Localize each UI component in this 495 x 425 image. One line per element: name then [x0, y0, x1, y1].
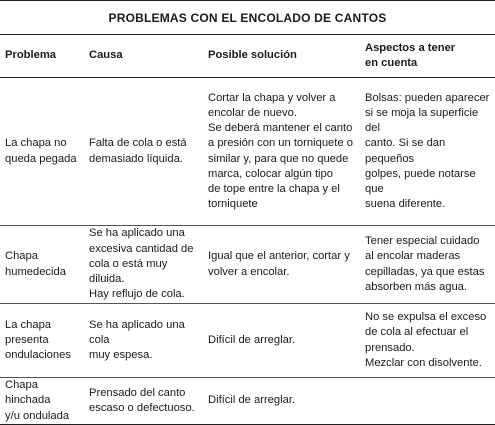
- cell-problema: Chapa humedecida: [0, 226, 84, 304]
- header-aspectos: Aspectos a tener en cuenta: [360, 35, 495, 78]
- cell-aspectos: Tener especial cuidado al encolar maderas cepilladas, ya que estas absorben más agua.: [360, 226, 495, 304]
- problems-table: [0, 34, 495, 425]
- cell-aspectos: Bolsas: pueden aparecer si se moja la superficie del canto. Si se dan pequeños golpes, puede notarse que suena diferente.: [360, 78, 495, 226]
- table-row: [0, 78, 495, 226]
- cell-solucion: Cortar la chapa y volver a encolar de nuevo. Se deberá mantener el canto a presión con un torniquete o similar y, para que no quede marca, colocar algún tipo de tope entre la chapa y el torniquete: [203, 78, 360, 226]
- table-row: [0, 226, 495, 304]
- cell-causa: Prensado del canto escaso o defectuoso.: [84, 378, 203, 425]
- header-row: [0, 35, 495, 78]
- cell-problema: La chapa presenta ondulaciones: [0, 304, 84, 378]
- cell-causa: Falta de cola o está demasiado líquida.: [84, 78, 203, 226]
- cell-problema: La chapa no queda pegada: [0, 78, 84, 226]
- cell-aspectos: [360, 378, 495, 425]
- cell-solucion: Igual que el anterior, cortar y volver a encolar.: [203, 226, 360, 304]
- cell-problema: Chapa hinchada y/u ondulada: [0, 378, 84, 425]
- cell-causa: Se ha aplicado una cola muy espesa.: [84, 304, 203, 378]
- cell-causa: Se ha aplicado una excesiva cantidad de cola o está muy diluida. Hay reflujo de cola.: [84, 226, 203, 304]
- cell-solucion: Difícil de arreglar.: [203, 304, 360, 378]
- header-causa: Causa: [84, 35, 203, 78]
- table-title: PROBLEMAS CON EL ENCOLADO DE CANTOS: [0, 0, 495, 35]
- header-problema: Problema: [0, 35, 84, 78]
- cell-solucion: Difícil de arreglar.: [203, 378, 360, 425]
- table-row: [0, 304, 495, 378]
- table-row: [0, 378, 495, 425]
- cell-aspectos: No se expulsa el exceso de cola al efectuar el prensado. Mezclar con disolvente.: [360, 304, 495, 378]
- header-solucion: Posible solución: [203, 35, 360, 78]
